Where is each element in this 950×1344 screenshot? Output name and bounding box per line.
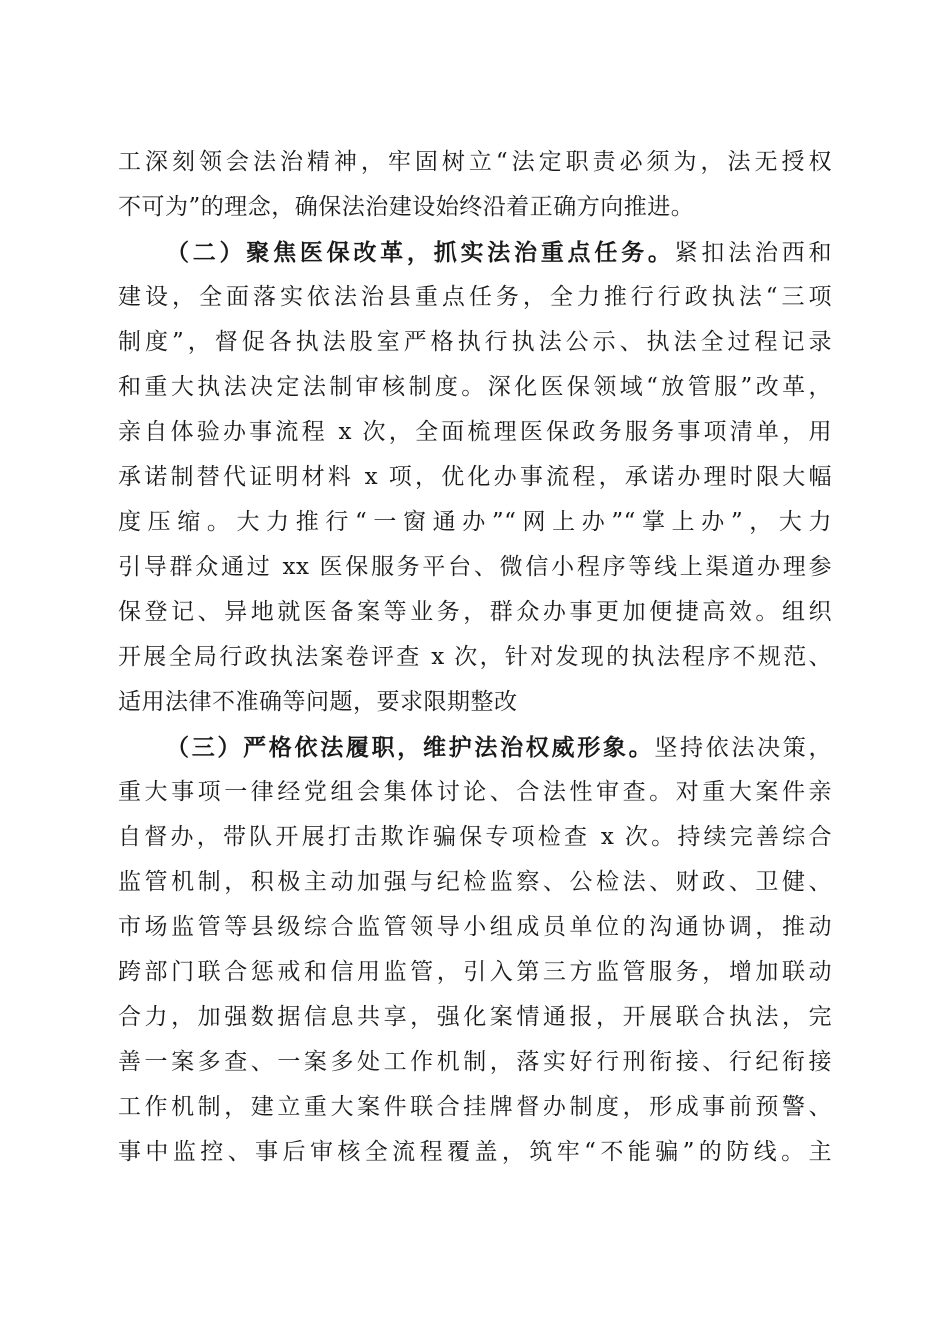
text-line: 保登记、异地就医备案等业务，群众办事更加便捷高效。组织 (118, 599, 832, 625)
text-line: 跨部门联合惩戒和信用监管，引入第三方监管服务，增加联动 (118, 959, 832, 985)
paragraph-2 (118, 230, 832, 725)
text-run: 坚持依法决策， (654, 735, 833, 761)
paragraph-first-line (118, 230, 832, 275)
text-line: 承诺制替代证明材料 x 项，优化办事流程，承诺办理时限大幅 (118, 464, 832, 490)
text-line: 度压缩。大力推行“一窗通办”“网上办”“掌上办”，大力 (118, 509, 832, 535)
text-line: 不可为”的理念，确保法治建设始终沿着正确方向推进。 (118, 194, 695, 220)
text-line: 重大事项一律经党组会集体讨论、合法性审查。对重大案件亲 (118, 779, 832, 805)
text-line: 工作机制，建立重大案件联合挂牌督办制度，形成事前预警、 (118, 1094, 832, 1120)
text-line: 合力，加强数据信息共享，强化案情通报，开展联合执法，完 (118, 1004, 832, 1030)
text-line: 适用法律不准确等问题，要求限期整改 (118, 689, 518, 715)
text-line: 自督办，带队开展打击欺诈骗保专项检查 x 次。持续完善综合 (118, 824, 832, 850)
text-line: 监管机制，积极主动加强与纪检监察、公检法、财政、卫健、 (118, 869, 832, 895)
section-heading: （三）严格依法履职，维护法治权威形象。 (166, 734, 655, 761)
paragraph-3 (118, 725, 832, 1175)
paragraph-first-line (118, 725, 832, 770)
text-line: 市场监管等县级综合监管领导小组成员单位的沟通协调，推动 (118, 914, 832, 940)
text-line: 建设，全面落实依法治县重点任务，全力推行行政执法“三项 (118, 284, 832, 310)
document-body (118, 140, 832, 1175)
paragraph-1 (118, 140, 832, 230)
text-line: 引导群众通过 xx 医保服务平台、微信小程序等线上渠道办理参 (118, 554, 832, 580)
text-line: 和重大执法决定法制审核制度。深化医保领域“放管服”改革， (118, 374, 832, 400)
text-line: 事中监控、事后审核全流程覆盖，筑牢“不能骗”的防线。主 (118, 1139, 832, 1165)
text-run: 紧扣法治西和 (674, 240, 833, 266)
text-line: 开展全局行政执法案卷评查 x 次，针对发现的执法程序不规范、 (118, 644, 832, 670)
section-heading: （二）聚焦医保改革，抓实法治重点任务。 (166, 239, 675, 266)
text-line: 制度”，督促各执法股室严格执行执法公示、执法全过程记录 (118, 329, 832, 355)
text-line: 工深刻领会法治精神，牢固树立“法定职责必须为，法无授权 (118, 149, 832, 175)
text-line: 亲自体验办事流程 x 次，全面梳理医保政务服务事项清单，用 (118, 419, 832, 445)
text-line: 善一案多查、一案多处工作机制，落实好行刑衔接、行纪衔接 (118, 1049, 832, 1075)
